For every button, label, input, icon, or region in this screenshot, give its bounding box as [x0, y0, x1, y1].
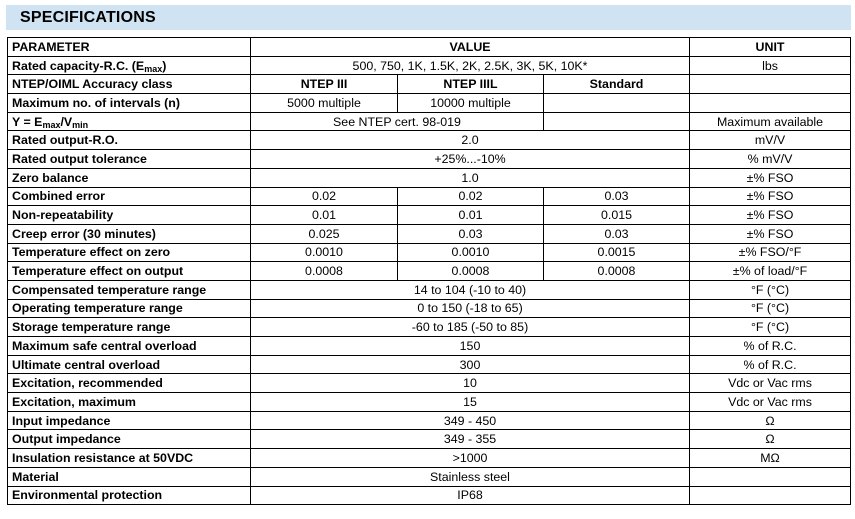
parameter-value: 150 — [251, 337, 690, 356]
parameter-label: Environmental protection — [8, 486, 251, 505]
table-row — [8, 224, 851, 243]
table-row — [8, 467, 851, 486]
table-row — [8, 112, 851, 131]
max-intervals-unit — [690, 94, 851, 113]
parameter-unit: MΩ — [690, 449, 851, 468]
rated-capacity-value: 500, 750, 1K, 1.5K, 2K, 2.5K, 3K, 5K, 10K* — [251, 56, 690, 75]
parameter-unit: Ω — [690, 411, 851, 430]
unit-header: UNIT — [690, 38, 851, 57]
table-row — [8, 374, 851, 393]
parameter-label: Excitation, maximum — [8, 393, 251, 412]
value-ntep-iii: 0.0010 — [251, 243, 398, 262]
rated-capacity-unit: lbs — [690, 56, 851, 75]
parameter-unit: % of R.C. — [690, 337, 851, 356]
parameter-value: 10 — [251, 374, 690, 393]
value-ntep-iiil: 0.0010 — [398, 243, 544, 262]
value-ntep-iiil: 0.03 — [398, 224, 544, 243]
table-row — [8, 262, 851, 281]
parameter-label: Compensated temperature range — [8, 280, 251, 299]
table-row — [8, 393, 851, 412]
y-ratio-unit: Maximum available — [690, 112, 851, 131]
parameter-label: Ultimate central overload — [8, 355, 251, 374]
max-intervals-standard — [544, 94, 690, 113]
table-row — [8, 449, 851, 468]
class-ntep-iiil: NTEP IIIL — [398, 75, 544, 94]
y-ratio-label-b: /V — [60, 114, 73, 129]
table-row — [8, 150, 851, 169]
parameter-value: +25%...-10% — [251, 150, 690, 169]
parameter-unit: °F (°C) — [690, 299, 851, 318]
parameter-unit: Vdc or Vac rms — [690, 374, 851, 393]
parameter-unit — [690, 467, 851, 486]
table-row — [8, 56, 851, 75]
parameter-unit: ±% FSO — [690, 206, 851, 225]
parameter-label: Excitation, recommended — [8, 374, 251, 393]
parameter-unit: °F (°C) — [690, 318, 851, 337]
table-row — [8, 430, 851, 449]
rated-capacity-label: Rated capacity-R.C. (E — [12, 58, 145, 73]
y-ratio-value: See NTEP cert. 98-019 — [251, 112, 544, 131]
header-row — [8, 38, 851, 57]
parameter-unit: Vdc or Vac rms — [690, 393, 851, 412]
parameter-label: Insulation resistance at 50VDC — [8, 449, 251, 468]
max-intervals-label: Maximum no. of intervals (n) — [8, 94, 251, 113]
parameter-label: Material — [8, 467, 251, 486]
value-standard: 0.0015 — [544, 243, 690, 262]
table-row — [8, 411, 851, 430]
value-ntep-iii: 0.01 — [251, 206, 398, 225]
parameter-unit: °F (°C) — [690, 280, 851, 299]
value-header: VALUE — [251, 38, 690, 57]
parameter-label: Rated output tolerance — [8, 150, 251, 169]
table-row — [8, 131, 851, 150]
max-intervals-ntep-iii: 5000 multiple — [251, 94, 398, 113]
value-standard: 0.015 — [544, 206, 690, 225]
value-ntep-iii: 0.0008 — [251, 262, 398, 281]
value-ntep-iiil: 0.0008 — [398, 262, 544, 281]
parameter-unit: % of R.C. — [690, 355, 851, 374]
table-row — [8, 299, 851, 318]
parameter-label: Temperature effect on zero — [8, 243, 251, 262]
accuracy-class-unit — [690, 75, 851, 94]
max-intervals-ntep-iiil: 10000 multiple — [398, 94, 544, 113]
parameter-unit: Ω — [690, 430, 851, 449]
parameter-label: Rated output-R.O. — [8, 131, 251, 150]
parameter-unit: mV/V — [690, 131, 851, 150]
y-ratio-standard — [544, 112, 690, 131]
parameter-label: Combined error — [8, 187, 251, 206]
parameter-value: 349 - 450 — [251, 411, 690, 430]
parameter-value: 14 to 104 (-10 to 40) — [251, 280, 690, 299]
table-row — [8, 280, 851, 299]
accuracy-class-label: NTEP/OIML Accuracy class — [8, 75, 251, 94]
table-row — [8, 318, 851, 337]
parameter-value: IP68 — [251, 486, 690, 505]
table-row — [8, 243, 851, 262]
parameter-unit — [690, 486, 851, 505]
parameter-value: 15 — [251, 393, 690, 412]
parameter-unit: ±% FSO — [690, 168, 851, 187]
y-ratio-label — [8, 112, 251, 131]
table-row — [8, 355, 851, 374]
value-standard: 0.03 — [544, 187, 690, 206]
value-ntep-iii: 0.02 — [251, 187, 398, 206]
parameter-value: Stainless steel — [251, 467, 690, 486]
parameter-value: >1000 — [251, 449, 690, 468]
parameter-label: Operating temperature range — [8, 299, 251, 318]
y-ratio-sub-a: max — [42, 119, 61, 130]
parameter-unit: ±% FSO — [690, 224, 851, 243]
parameter-unit: ±% of load/°F — [690, 262, 851, 281]
parameter-label: Output impedance — [8, 430, 251, 449]
class-standard: Standard — [544, 75, 690, 94]
parameter-value: 2.0 — [251, 131, 690, 150]
value-standard: 0.0008 — [544, 262, 690, 281]
section-banner — [6, 5, 851, 30]
specifications-table — [7, 37, 851, 505]
rated-capacity-label-end: ) — [162, 58, 167, 73]
table-row — [8, 337, 851, 356]
parameter-header: PARAMETER — [8, 38, 251, 57]
value-standard: 0.03 — [544, 224, 690, 243]
parameter-label — [8, 56, 251, 75]
table-row — [8, 486, 851, 505]
parameter-unit: % mV/V — [690, 150, 851, 169]
parameter-value: 0 to 150 (-18 to 65) — [251, 299, 690, 318]
table-row — [8, 187, 851, 206]
parameter-unit: ±% FSO/°F — [690, 243, 851, 262]
y-ratio-sub-b: min — [72, 119, 89, 130]
y-ratio-label-a: Y = E — [12, 114, 43, 129]
parameter-label: Non-repeatability — [8, 206, 251, 225]
value-ntep-iiil: 0.02 — [398, 187, 544, 206]
parameter-label: Input impedance — [8, 411, 251, 430]
value-ntep-iii: 0.025 — [251, 224, 398, 243]
parameter-label: Creep error (30 minutes) — [8, 224, 251, 243]
parameter-value: 349 - 355 — [251, 430, 690, 449]
table-row — [8, 75, 851, 94]
class-ntep-iii: NTEP III — [251, 75, 398, 94]
parameter-label: Maximum safe central overload — [8, 337, 251, 356]
parameter-label: Temperature effect on output — [8, 262, 251, 281]
parameter-value: -60 to 185 (-50 to 85) — [251, 318, 690, 337]
section-title: SPECIFICATIONS — [20, 9, 156, 26]
rated-capacity-sub: max — [144, 63, 163, 74]
parameter-unit: ±% FSO — [690, 187, 851, 206]
table-row — [8, 168, 851, 187]
value-ntep-iiil: 0.01 — [398, 206, 544, 225]
parameter-label: Storage temperature range — [8, 318, 251, 337]
parameter-value: 300 — [251, 355, 690, 374]
parameter-value: 1.0 — [251, 168, 690, 187]
table-row — [8, 94, 851, 113]
table-row — [8, 206, 851, 225]
parameter-label: Zero balance — [8, 168, 251, 187]
